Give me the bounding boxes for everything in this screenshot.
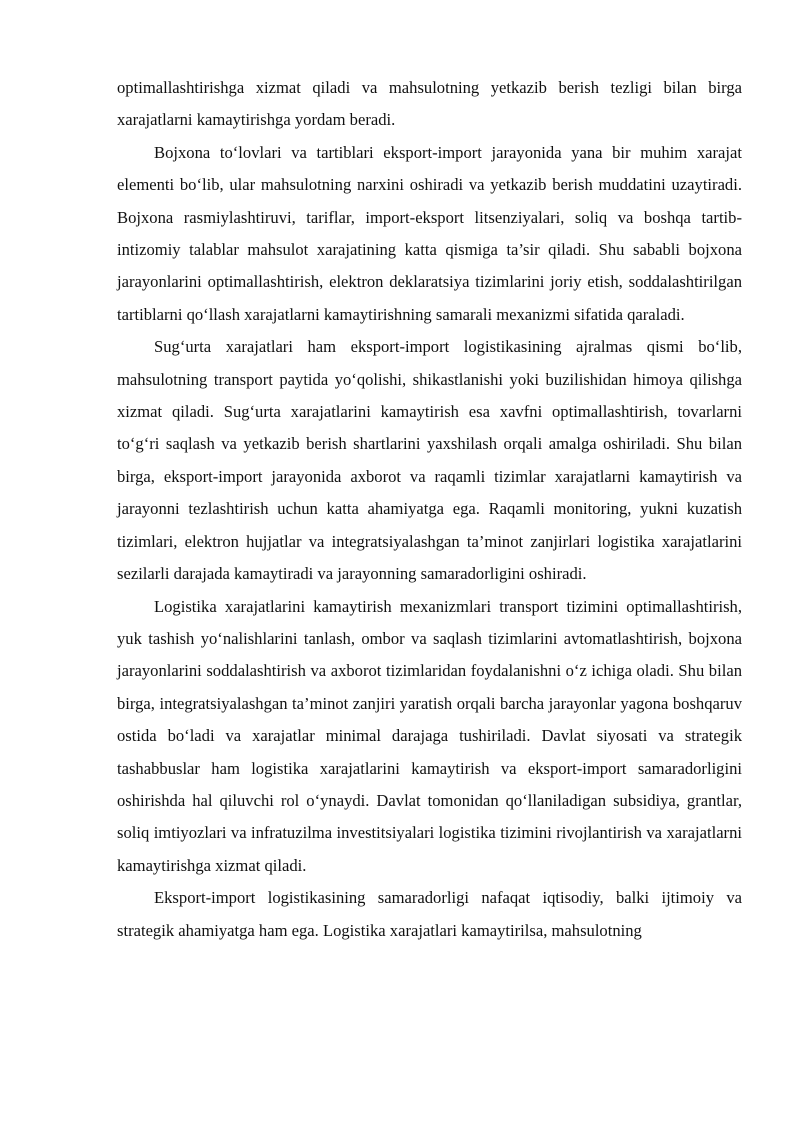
document-body: [117, 72, 742, 947]
paragraph-customs: Bojxona to‘lovlari va tartiblari eksport-import jarayonida yana bir muhim xarajat elementi bo‘lib, ular mahsulotning narxini oshiradi va yetkazib berish muddatini uzaytiradi. Bojxona rasmiylashtiruvi, tariflar, import-eksport litsenziyalari, soliq va boshqa tartib-intizomiy talablar mahsulot xarajatining katta qismiga ta’sir qiladi. Shu sababli bojxona jarayonlarini optimallashtirish, elektron deklaratsiya tizimlarini joriy etish, soddalashtirilgan tartiblarni qo‘llash xarajatlarni kamaytirishning samarali mexanizmi sifatida qaraladi.: [117, 142, 742, 324]
paragraph-efficiency: Eksport-import logistikasining samaradorligi nafaqat iqtisodiy, balki ijtimoiy va strategik ahamiyatga ham ega. Logistika xarajatlari kamaytirilsa, mahsulotning: [117, 888, 742, 940]
paragraph-mechanisms: Logistika xarajatlarini kamaytirish mexanizmlari transport tizimini optimallashtirish, yuk tashish yo‘nalishlarini tanlash, ombor va saqlash tizimlarini avtomatlashtirish, bojxona jarayonlarini soddalashtirish va axborot tizimlaridan foydalanishni o‘z ichiga oladi. Shu bilan birga, integratsiyalashgan ta’minot zanjiri yaratish orqali barcha jarayonlar yagona boshqaruv ostida bo‘ladi va xarajatlar minimal darajaga tushiriladi. Davlat siyosati va strategik tashabbuslar ham logistika xarajatlarini kamaytirish va eksport-import samaradorligini oshirishda hal qiluvchi rol o‘ynaydi. Davlat tomonidan qo‘llaniladigan subsidiya, grantlar, soliq imtiyozlari va infratuzilma investitsiyalari logistika tizimini rivojlantirish va xarajatlarni kamaytirishga xizmat qiladi.: [117, 596, 742, 875]
paragraph-continuation: optimallashtirishga xizmat qiladi va mahsulotning yetkazib berish tezligi bilan birga xarajatlarni kamaytirishga yordam beradi.: [117, 78, 742, 130]
paragraph-insurance: Sug‘urta xarajatlari ham eksport-import logistikasining ajralmas qismi bo‘lib, mahsulotning transport paytida yo‘qolishi, shikastlanishi yoki buzilishidan himoya qilishga xizmat qiladi. Sug‘urta xarajatlarini kamaytirish esa xavfni optimallashtirish, tovarlarni to‘g‘ri saqlash va yetkazib berish shartlarini yaxshilash orqali amalga oshiriladi. Shu bilan birga, eksport-import jarayonida axborot va raqamli tizimlar xarajatlarni kamaytirish va jarayonni tezlashtirish uchun katta ahamiyatga ega. Raqamli monitoring, yukni kuzatish tizimlari, elektron hujjatlar va integratsiyalashgan ta’minot zanjirlari logistika xarajatlarini sezilarli darajada kamaytiradi va jarayonning samaradorligini oshiradi.: [117, 337, 742, 584]
